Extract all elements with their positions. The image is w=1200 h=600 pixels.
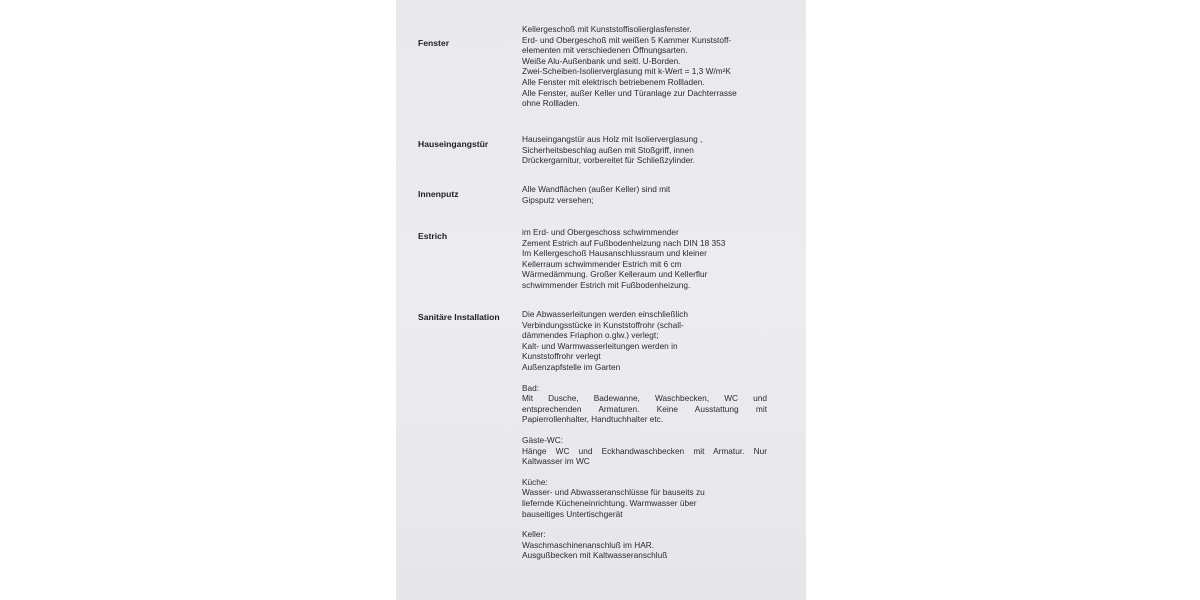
section-label: Fenster [418, 38, 450, 48]
text-line: ohne Rollladen. [522, 98, 580, 109]
text-line: Die Abwasserleitungen werden einschließlich [522, 309, 689, 319]
text-line: Drückergarnitur, vorbereitet für Schließzylinder. [522, 155, 695, 166]
text-line: Kellergeschoß mit Kunststoffisolierglasfenster. [522, 24, 692, 34]
text-line: Alle Fenster, außer Keller und Türanlage zur Dachterrasse [522, 87, 737, 98]
text-line: Sicherheitsbeschlag außen mit Stoßgriff, innen [522, 144, 694, 155]
section-label: Sanitäre Installation [418, 312, 500, 322]
section-label: Innenputz [418, 189, 459, 199]
text-line: Weiße Alu-Außenbank und seitl. U-Borden. [522, 55, 681, 66]
section-body [522, 227, 767, 291]
text-line: entsprechenden Armaturen. Keine Ausstattung mit [522, 403, 767, 414]
text-line: im Erd- und Obergeschoss schwimmender [522, 227, 679, 237]
subsection-heading: Bad: [522, 382, 540, 393]
text-line: Erd- und Obergeschoß mit weißen 5 Kammer Kunststoff- [522, 34, 732, 45]
section-label: Estrich [418, 231, 448, 241]
text-line: Hänge WC und Eckhandwaschbecken mit Armatur. Nur [522, 445, 767, 456]
text-line: dämmendes Friaphon o.glw.) verlegt; [522, 330, 659, 341]
section-body [522, 24, 767, 109]
text-line: Alle Wandflächen (außer Keller) sind mit [522, 184, 671, 194]
text-line: Außenzapfstelle im Garten [522, 361, 621, 372]
text-line: schwimmender Estrich mit Fußbodenheizung. [522, 279, 691, 290]
text-line: Kaltwasser im WC [522, 456, 590, 467]
subsection-heading: Keller: [522, 529, 546, 540]
text-line: Zwei-Scheiben-Isolierverglasung mit k-Wert = 1,3 W/m²K [522, 66, 731, 77]
text-line: Wasser- und Abwasseranschlüsse für bauseits zu [522, 487, 705, 498]
text-line: Ausgußbecken mit Kaltwasseranschluß [522, 550, 668, 561]
text-line: Alle Fenster mit elektrisch betriebenem Rollladen. [522, 76, 705, 87]
text-line: Kalt- und Warmwasserleitungen werden in [522, 340, 678, 351]
section-body [522, 184, 767, 205]
text-line: elementen mit verschiedenen Öffnungsarten. [522, 45, 688, 56]
text-line: Hauseingangstür aus Holz mit Isolierverglasung , [522, 134, 703, 144]
text-line: Wärmedämmung. Großer Kelleraum und Kellerflur [522, 269, 708, 280]
text-line: Verbindungsstücke in Kunststoffrohr (schall- [522, 319, 684, 330]
text-line: liefernde Kücheneinrichtung. Warmwasser über [522, 497, 697, 508]
text-line: Kellerraum schwimmender Estrich mit 6 cm [522, 258, 682, 269]
subsection-heading: Gäste-WC: [522, 434, 564, 445]
text-line: Im Kellergeschoß Hausanschlussraum und kleiner [522, 248, 707, 259]
text-line: Zement Estrich auf Fußbodenheizung nach DIN 18 353 [522, 237, 726, 248]
section-label: Hauseingangstür [418, 139, 489, 149]
text-line: Mit Dusche, Badewanne, Waschbecken, WC und [522, 393, 767, 404]
subsection-heading: Küche: [522, 476, 548, 487]
section-body [522, 134, 767, 166]
text-line: bauseitiges Untertischgerät [522, 508, 623, 519]
text-line: Papierrollenhalter, Handtuchhalter etc. [522, 414, 664, 425]
section-body [522, 309, 767, 561]
text-line: Gipsputz versehen; [522, 194, 594, 205]
text-line: Kunststoffrohr verlegt [522, 351, 601, 362]
document-page [396, 0, 806, 600]
text-line: Waschmaschinenanschluß im HAR. [522, 539, 655, 550]
